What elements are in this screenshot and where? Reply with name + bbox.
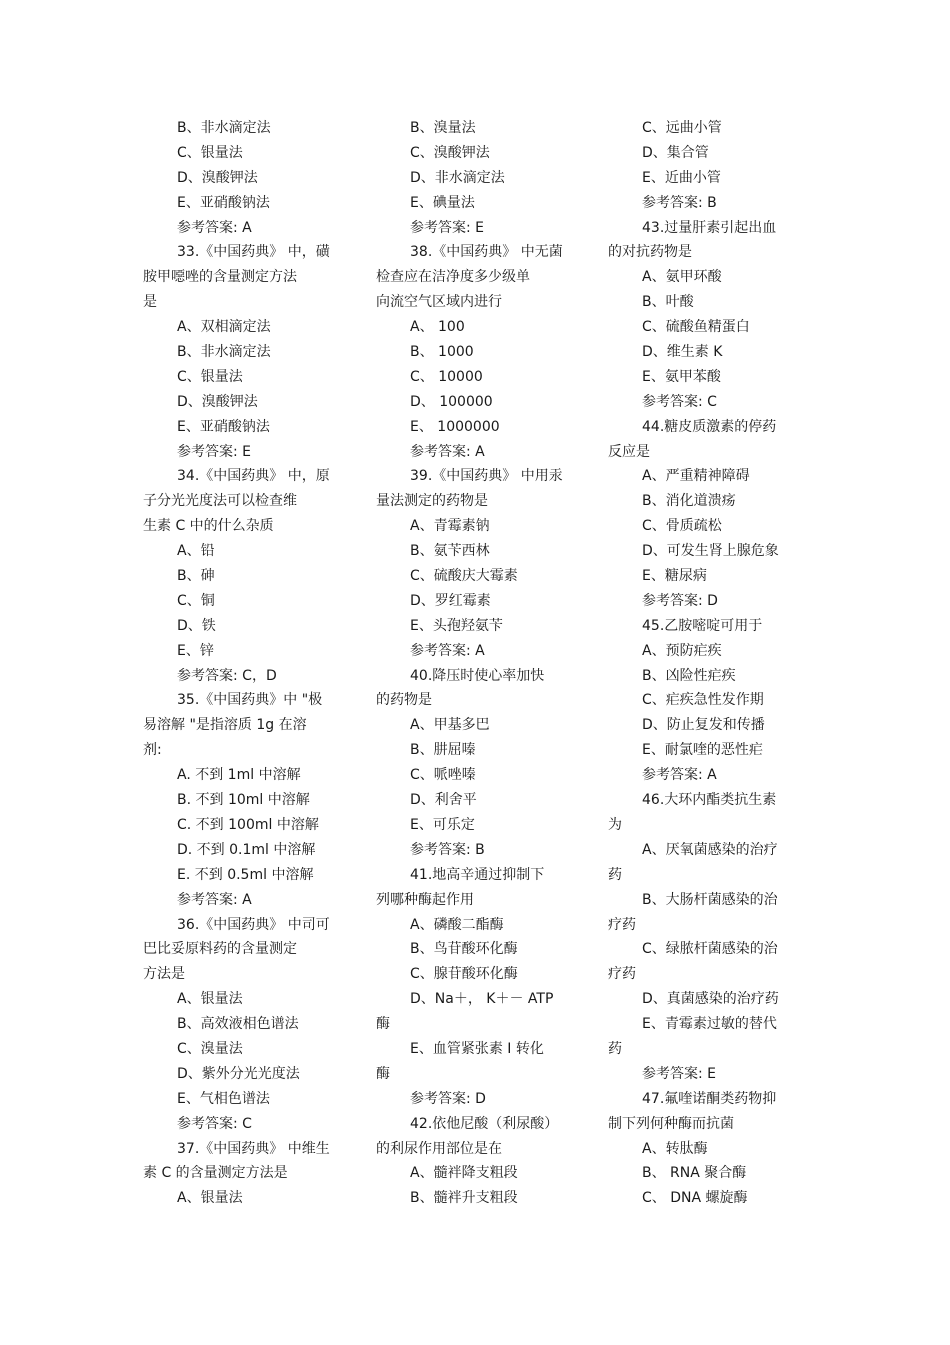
option-line: C、绿脓杆菌感染的治	[642, 941, 778, 958]
option-line: B、砷	[177, 568, 215, 585]
continuation-line: 药	[608, 866, 622, 883]
question-line: 34.《中国药典》 中，原	[177, 468, 330, 485]
option-line: B、鸟苷酸环化酶	[410, 941, 518, 958]
question-line: 46.大环内酯类抗生素	[642, 792, 777, 809]
question-line: 42.依他尼酸（利尿酸）	[410, 1115, 559, 1132]
column-left	[143, 116, 343, 1211]
option-line: D、维生素 K	[642, 344, 723, 361]
continuation-line: 疗药	[608, 966, 636, 983]
option-line: E、 1000000	[410, 418, 500, 435]
option-line: E、碘量法	[410, 194, 475, 211]
answer-line: 参考答案: D	[410, 1090, 486, 1107]
option-line: E、氨甲苯酸	[642, 368, 721, 385]
column-middle	[376, 116, 576, 1211]
option-line: D、防止复发和传播	[642, 717, 765, 734]
option-line: E、青霉素过敏的替代	[642, 1016, 777, 1033]
continuation-line: 反应是	[608, 443, 650, 460]
option-line: B、髓袢升支粗段	[410, 1190, 518, 1207]
answer-line: 参考答案: B	[642, 194, 717, 211]
question-line: 36.《中国药典》 中司可	[177, 916, 330, 933]
option-line: C、骨质疏松	[642, 518, 722, 535]
continuation-line: 列哪种酶起作用	[376, 891, 474, 908]
option-line: D、集合管	[642, 144, 709, 161]
continuation-line: 向流空气区域内进行	[376, 294, 502, 311]
option-line: C、 10000	[410, 368, 483, 385]
answer-line: 参考答案: A	[642, 767, 717, 784]
option-line: A、转肽酶	[642, 1140, 708, 1157]
continuation-line: 剂:	[143, 742, 162, 759]
answer-line: 参考答案: E	[177, 443, 252, 460]
continuation-line: 的药物是	[376, 692, 432, 709]
question-line: 40.降压时使心率加快	[410, 667, 545, 684]
option-line: A、磷酸二酯酶	[410, 916, 504, 933]
option-line: E. 不到 0.5ml 中溶解	[177, 866, 314, 883]
option-line: D、可发生肾上腺危象	[642, 543, 779, 560]
continuation-line: 制下列何种酶而抗菌	[608, 1115, 734, 1132]
option-line: B、 1000	[410, 344, 474, 361]
option-line: C、银量法	[177, 368, 243, 385]
option-line: D、铁	[177, 617, 216, 634]
question-line: 35.《中国药典》中 "极	[177, 692, 323, 709]
option-line: E、血管紧张素 Ⅰ 转化	[410, 1040, 544, 1057]
option-line: D、利舍平	[410, 792, 477, 809]
option-line: B、非水滴定法	[177, 344, 271, 361]
continuation-line: 为	[608, 816, 622, 833]
option-line: C、溴酸钾法	[410, 144, 490, 161]
continuation-line: 酶	[376, 1016, 390, 1033]
option-line: B、氨苄西林	[410, 543, 490, 560]
option-line: A、严重精神障碍	[642, 468, 750, 485]
answer-line: 参考答案: C	[642, 393, 717, 410]
option-line: A、银量法	[177, 1190, 243, 1207]
option-line: E、气相色谱法	[177, 1090, 270, 1107]
answer-line: 参考答案: A	[410, 642, 485, 659]
continuation-line: 胺甲噁唑的含量测定方法	[143, 269, 297, 286]
option-line: C、远曲小管	[642, 120, 722, 136]
continuation-line: 疗药	[608, 916, 636, 933]
answer-line: 参考答案: C，D	[177, 667, 277, 684]
option-line: C、疟疾急性发作期	[642, 692, 764, 709]
option-line: E、亚硝酸钠法	[177, 418, 270, 435]
continuation-line: 方法是	[143, 966, 185, 983]
question-line: 44.糖皮质激素的停药	[642, 418, 777, 435]
option-line: A、青霉素钠	[410, 518, 490, 535]
question-line: 39.《中国药典》 中用汞	[410, 468, 563, 485]
option-line: D、溴酸钾法	[177, 169, 258, 186]
option-line: D. 不到 0.1ml 中溶解	[177, 841, 316, 858]
answer-line: 参考答案: E	[642, 1065, 717, 1082]
question-line: 33.《中国药典》 中，磺	[177, 244, 330, 261]
option-line: C、铜	[177, 592, 215, 609]
continuation-line: 药	[608, 1040, 622, 1057]
option-line: B、非水滴定法	[177, 120, 271, 136]
continuation-line: 素 C 的含量测定方法是	[143, 1165, 288, 1182]
continuation-line: 检查应在洁净度多少级单	[376, 269, 530, 286]
option-line: A、氨甲环酸	[642, 269, 722, 286]
answer-line: 参考答案: B	[410, 841, 485, 858]
option-line: B、 RNA 聚合酶	[642, 1165, 747, 1182]
option-line: C、 DNA 螺旋酶	[642, 1190, 748, 1207]
question-line: 41.地高辛通过抑制下	[410, 866, 545, 883]
option-line: D、罗红霉素	[410, 592, 491, 609]
option-line: A、双相滴定法	[177, 319, 271, 336]
option-line: E、糖尿病	[642, 568, 707, 585]
option-line: A、 100	[410, 319, 465, 336]
option-line: D、真菌感染的治疗药	[642, 991, 779, 1008]
continuation-line: 易溶解 "是指溶质 1g 在溶	[143, 717, 307, 734]
question-line: 37.《中国药典》 中维生	[177, 1140, 330, 1157]
option-line: D、紫外分光光度法	[177, 1065, 300, 1082]
option-line: A、髓袢降支粗段	[410, 1165, 518, 1182]
option-line: E、锌	[177, 642, 214, 659]
option-line: D、非水滴定法	[410, 169, 505, 186]
answer-line: 参考答案: C	[177, 1115, 252, 1132]
option-line: B、凶险性疟疾	[642, 667, 736, 684]
continuation-line: 的利尿作用部位是在	[376, 1140, 502, 1157]
option-line: D、溴酸钾法	[177, 393, 258, 410]
option-line: C、哌唑嗪	[410, 767, 476, 784]
option-line: E、可乐定	[410, 816, 475, 833]
answer-line: 参考答案: A	[410, 443, 485, 460]
continuation-line: 是	[143, 294, 157, 311]
option-line: A、银量法	[177, 991, 243, 1008]
continuation-line: 酶	[376, 1065, 390, 1082]
option-line: E、亚硝酸钠法	[177, 194, 270, 211]
question-line: 47.氟喹诺酮类药物抑	[642, 1090, 777, 1107]
option-line: B、高效液相色谱法	[177, 1016, 299, 1033]
option-line: A、厌氧菌感染的治疗	[642, 841, 778, 858]
option-line: E、近曲小管	[642, 169, 721, 186]
option-line: E、头孢羟氨苄	[410, 617, 503, 634]
option-line: B. 不到 10ml 中溶解	[177, 792, 310, 809]
answer-line: 参考答案: D	[642, 592, 718, 609]
option-line: C、腺苷酸环化酶	[410, 966, 518, 983]
continuation-line: 巴比妥原料药的含量测定	[143, 941, 297, 958]
option-line: B、溴量法	[410, 120, 476, 136]
option-line: A、预防疟疾	[642, 642, 722, 659]
continuation-line: 量法测定的药物是	[376, 493, 488, 510]
question-line: 45.乙胺嘧啶可用于	[642, 617, 763, 634]
option-line: C、硫酸庆大霉素	[410, 568, 518, 585]
option-line: C、银量法	[177, 144, 243, 161]
option-line: D、 100000	[410, 393, 493, 410]
option-line: A、甲基多巴	[410, 717, 490, 734]
column-right	[608, 116, 808, 1211]
option-line: A. 不到 1ml 中溶解	[177, 767, 301, 784]
option-line: B、叶酸	[642, 294, 694, 311]
option-line: D、Na＋， K＋－ ATP	[410, 991, 554, 1008]
continuation-line: 生素 C 中的什么杂质	[143, 518, 274, 535]
option-line: C、硫酸鱼精蛋白	[642, 319, 750, 336]
option-line: C. 不到 100ml 中溶解	[177, 816, 319, 833]
option-line: C、溴量法	[177, 1040, 243, 1057]
question-line: 43.过量肝素引起出血	[642, 219, 777, 236]
question-line: 38.《中国药典》 中无菌	[410, 244, 563, 261]
answer-line: 参考答案: A	[177, 219, 252, 236]
option-line: B、肼屈嗪	[410, 742, 476, 759]
option-line: B、消化道溃疡	[642, 493, 736, 510]
option-line: A、铅	[177, 543, 215, 560]
answer-line: 参考答案: E	[410, 219, 485, 236]
continuation-line: 的对抗药物是	[608, 244, 692, 261]
option-line: B、大肠杆菌感染的治	[642, 891, 778, 908]
option-line: E、耐氯喹的恶性疟	[642, 742, 763, 759]
answer-line: 参考答案: A	[177, 891, 252, 908]
continuation-line: 子分光光度法可以检查维	[143, 493, 297, 510]
